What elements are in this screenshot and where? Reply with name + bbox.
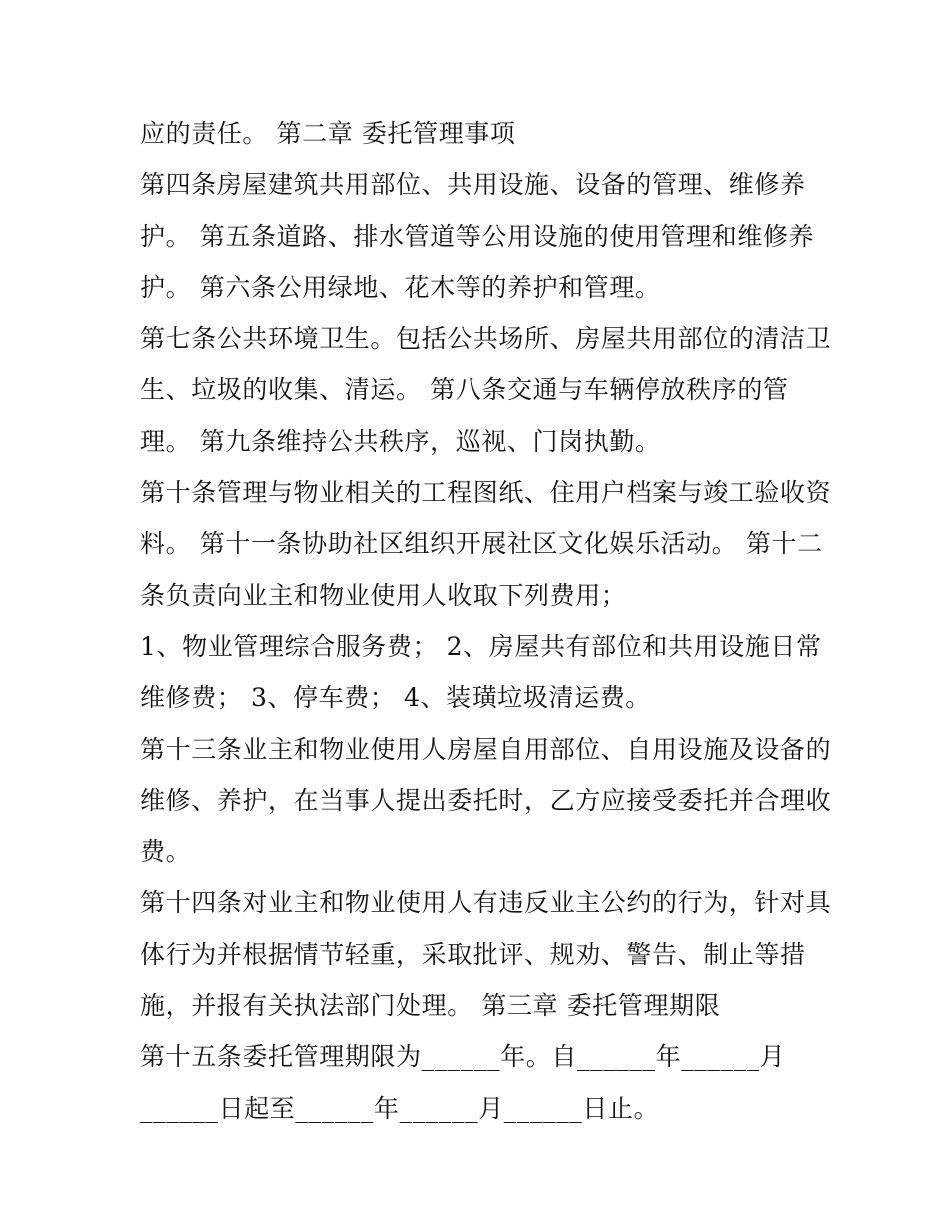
- text-line: 条负责向业主和物业使用人收取下列费用；: [140, 580, 627, 610]
- text-line: 应的责任。 第二章 委托管理事项: [140, 119, 516, 148]
- text-line: 理。 第九条维持公共秩序，巡视、门岗执勤。: [140, 426, 661, 456]
- text-line: 生、垃圾的收集、清运。 第八条交通与车辆停放秩序的管: [140, 375, 789, 405]
- text-line: 护。 第五条道路、排水管道等公用设施的使用管理和维修养: [140, 221, 815, 251]
- text-line: 护。 第六条公用绿地、花木等的养护和管理。: [140, 272, 661, 302]
- text-line: 第十三条业主和物业使用人房屋自用部位、自用设施及设备的: [140, 734, 832, 764]
- text-line: 料。 第十一条协助社区组织开展社区文化娱乐活动。 第十二: [140, 529, 823, 559]
- document-body: [140, 108, 830, 1134]
- text-line: 体行为并根据情节轻重，采取批评、规劝、警告、制止等措: [140, 939, 806, 969]
- text-line: 第四条房屋建筑共用部位、共用设施、设备的管理、维修养: [140, 170, 806, 200]
- text-line: 第七条公共环境卫生。包括公共场所、房屋共用部位的清洁卫: [140, 324, 832, 354]
- text-line: 1、物业管理综合服务费； 2、房屋共有部位和共用设施日常: [140, 631, 822, 661]
- text-line: 施，并报有关执法部门处理。 第三章 委托管理期限: [140, 991, 721, 1021]
- text-line: 第十五条委托管理期限为______年。自______年______月: [140, 1042, 786, 1072]
- text-line: 第十条管理与物业相关的工程图纸、住用户档案与竣工验收资: [140, 478, 832, 508]
- text-line: 维修费； 3、停车费； 4、装璜垃圾清运费。: [140, 683, 651, 713]
- text-line: 第十四条对业主和物业使用人有违反业主公约的行为，针对具: [140, 888, 832, 918]
- text-line: 维修、养护，在当事人提出委托时，乙方应接受委托并合理收: [140, 785, 832, 815]
- text-line: 费。: [140, 837, 192, 867]
- text-line: ______日起至______年______月______日止。: [140, 1093, 660, 1123]
